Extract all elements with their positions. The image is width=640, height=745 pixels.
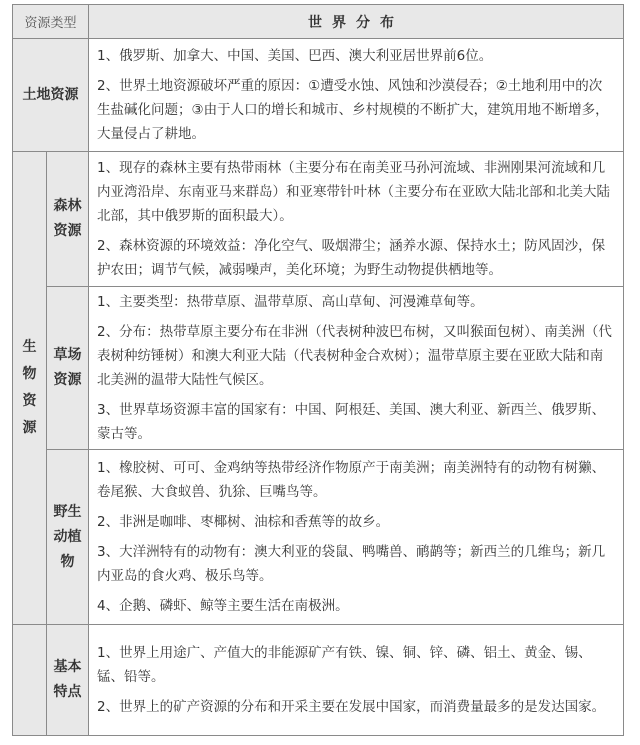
list-item: 3、世界草场资源丰富的国家有：中国、阿根廷、美国、澳大利亚、新西兰、俄罗斯、蒙古等。 — [97, 402, 606, 442]
mineral-resource-content — [89, 625, 624, 736]
list-item: 1、俄罗斯、加拿大、中国、美国、巴西、澳大利亚居世界前6位。 — [97, 48, 493, 64]
table-row-forest — [13, 152, 624, 287]
list-item: 2、世界上的矿产资源的分布和开采主要在发展中国家，而消费量最多的是发达国家。 — [97, 699, 606, 715]
bio-resource-label: 生物资源 — [13, 152, 47, 625]
land-resource-content — [89, 39, 624, 152]
forest-resource-label: 森林资源 — [47, 152, 89, 287]
world-distribution-header: 世界分布 — [89, 5, 624, 39]
list-item: 4、企鹅、磷虾、鲸等主要生活在南极洲。 — [97, 598, 349, 614]
table-row-wildlife — [13, 450, 624, 625]
list-item: 2、非洲是咖啡、枣椰树、油棕和香蕉等的故乡。 — [97, 514, 390, 530]
land-resource-label: 土地资源 — [13, 39, 89, 152]
list-item: 1、主要类型：热带草原、温带草原、高山草甸、河漫滩草甸等。 — [97, 294, 484, 310]
table-row-land — [13, 39, 624, 152]
resource-type-header: 资源类型 — [13, 5, 89, 39]
resource-distribution-table — [12, 4, 624, 736]
list-item: 3、大洋洲特有的动物有：澳大利亚的袋鼠、鸭嘴兽、鸸鹋等；新西兰的几维鸟；新几内亚岛的食火鸡、极乐鸟等。 — [97, 544, 606, 584]
mineral-basic-features-label: 基本特点 — [47, 625, 89, 736]
table-row-mineral — [13, 625, 624, 736]
table-header-row — [13, 5, 624, 39]
grass-resource-label: 草场资源 — [47, 287, 89, 450]
table-row-grass — [13, 287, 624, 450]
grass-resource-content — [89, 287, 624, 450]
list-item: 1、世界上用途广、产值大的非能源矿产有铁、镍、铜、锌、磷、铝土、黄金、锡、锰、铅等。 — [97, 645, 592, 685]
mineral-resource-label-blank — [13, 625, 47, 736]
list-item: 2、森林资源的环境效益：净化空气、吸烟滞尘；涵养水源、保持水土；防风固沙，保护农田；调节气候，减弱噪声，美化环境；为野生动物提供栖地等。 — [97, 238, 606, 278]
wildlife-resource-content — [89, 450, 624, 625]
wildlife-resource-label: 野生动植物 — [47, 450, 89, 625]
list-item: 1、现存的森林主要有热带雨林（主要分布在南美亚马孙河流域、非洲刚果河流域和几内亚湾沿岸、东南亚马来群岛）和亚寒带针叶林（主要分布在亚欧大陆北部和北美大陆北部，其中俄罗斯的面积最大）。 — [97, 160, 611, 224]
list-item: 2、分布：热带草原主要分布在非洲（代表树种波巴布树，又叫猴面包树）、南美洲（代表树种纺锤树）和澳大利亚大陆（代表树种金合欢树）；温带草原主要在亚欧大陆和南北美洲的温带大陆性气候区。 — [97, 324, 612, 388]
list-item: 1、橡胶树、可可、金鸡纳等热带经济作物原产于南美洲；南美洲特有的动物有树獭、卷尾猴、大食蚁兽、犰狳、巨嘴鸟等。 — [97, 460, 606, 500]
list-item: 2、世界土地资源破坏严重的原因：①遭受水蚀、风蚀和沙漠侵吞；②土地利用中的次生盐碱化问题；③由于人口的增长和城市、乡村规模的不断扩大，建筑用地不断增多，大量侵占了耕地。 — [97, 78, 609, 142]
forest-resource-content — [89, 152, 624, 287]
